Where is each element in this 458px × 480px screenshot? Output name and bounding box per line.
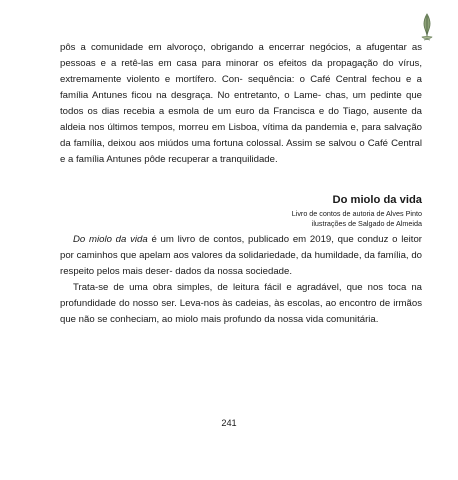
section-heading (292, 193, 422, 228)
section-subtitle-author: Livro de contos de autoria de Alves Pinto (291, 209, 422, 218)
section-subtitle (292, 209, 422, 228)
text-line: mais profundo da nossa vida comunitária. (200, 314, 379, 325)
page-number: 241 (221, 418, 237, 428)
book-title-italic: Do miolo da vida (73, 234, 148, 245)
paragraph-1 (60, 40, 422, 168)
section-subtitle-illustrator: ilustrações de Salgado de Almeida (311, 218, 422, 228)
section-title: Do miolo da vida (332, 194, 422, 206)
text-line: pôs a comunidade em alvoroço, obrigando a encerrar negócios, a afugentar as pessoas e a retê-las (60, 42, 422, 69)
paragraph-3 (60, 280, 422, 328)
text-line: é um livro de contos, publicado em 2019, que conduz o leitor por caminhos (60, 234, 422, 261)
text-line: sequência: o Café Central fechou e a família Antunes ficou na desgraça. No entretanto, o Lame- (60, 74, 423, 101)
text-line: nosso ser. Leva-nos às cadeias, às escolas, ao encontro de irmãos que não se conheciam, ao miolo (60, 298, 422, 325)
text-line: que apelam aos valores da solidariedade, da humildade, da família, do respeito pelos mais deser- (60, 250, 422, 277)
text-line: dados da nossa sociedade. (175, 266, 292, 277)
text-line: em casa para minorar os efeitos da propagação do vírus, extremamente violento e mortífero. Con- (60, 58, 423, 85)
text-line: recuperar a tranquilidade. (168, 154, 278, 165)
text-line: da aldeia nos últimos tempos, morreu em Lisboa, vítima da pandemia e, para salvação da família, (60, 106, 422, 149)
text-line: chas, um pedinte que todos os dias recebia a esmola de um euro da Francisca e do Tiago, ausente (60, 90, 422, 117)
text-line: Trata-se de uma obra simples, de leitura fácil e agradável, que nos toca na profundidade do (60, 282, 422, 309)
paragraph-2 (60, 232, 422, 280)
text-line: deixou aos miúdos uma fortuna colossal. Assim se salvou o Café Central e a família Antunes pôde (60, 138, 422, 165)
